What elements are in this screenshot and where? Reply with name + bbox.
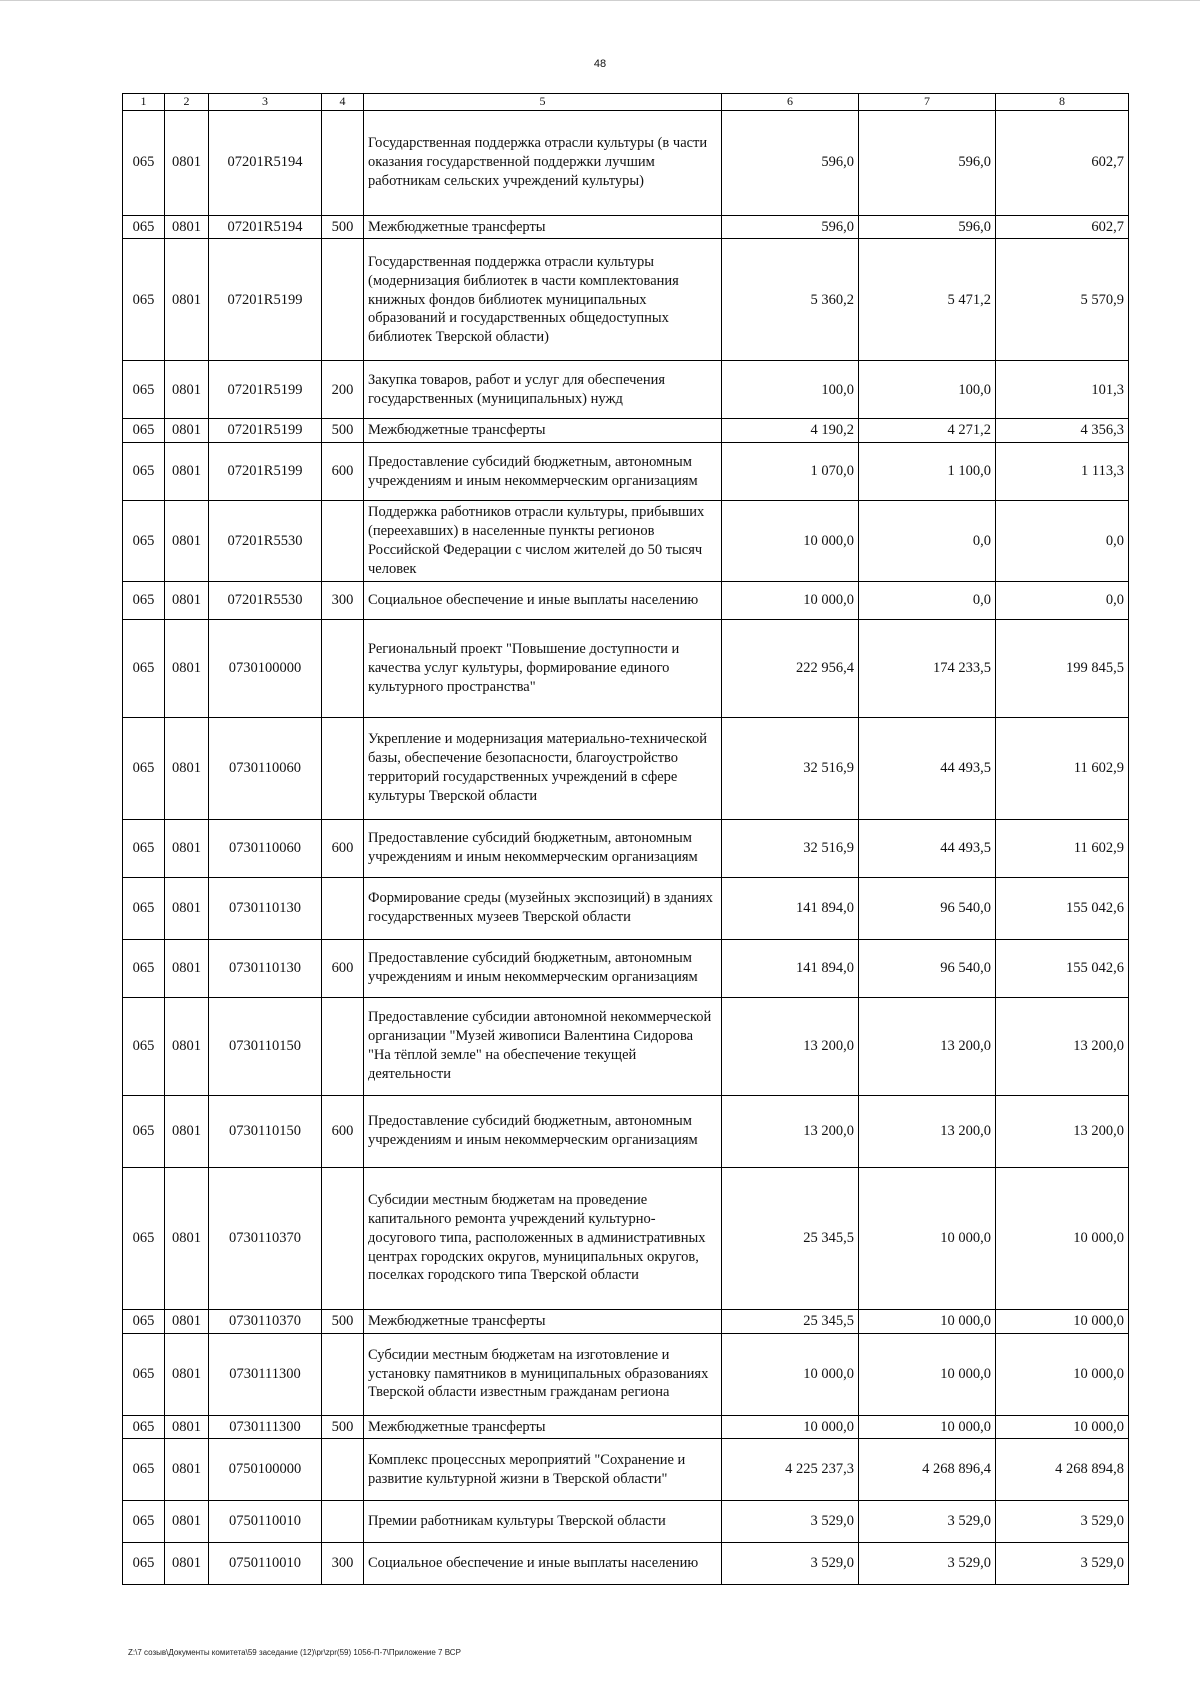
cell-section-code: 0801 [165, 877, 209, 939]
table-row [123, 419, 1129, 443]
cell-amount-col6: 5 360,2 [722, 239, 859, 361]
cell-amount-col8: 3 529,0 [996, 1543, 1129, 1585]
cell-description: Премии работникам культуры Тверской области [364, 1501, 722, 1543]
cell-expense-type [322, 717, 364, 819]
cell-expense-type [322, 1333, 364, 1415]
cell-ministry-code: 065 [123, 110, 165, 215]
cell-section-code: 0801 [165, 1333, 209, 1415]
cell-target-article: 0730110060 [209, 717, 322, 819]
cell-amount-col6: 222 956,4 [722, 619, 859, 717]
cell-amount-col8: 602,7 [996, 215, 1129, 239]
table-row [123, 819, 1129, 877]
cell-description: Предоставление субсидий бюджетным, автономным учреждениям и иным некоммерческим организациям [364, 443, 722, 501]
cell-amount-col6: 32 516,9 [722, 717, 859, 819]
cell-ministry-code: 065 [123, 1095, 165, 1167]
cell-target-article: 0730110150 [209, 1095, 322, 1167]
cell-description: Региональный проект "Повышение доступности и качества услуг культуры, формирование единого культурного пространства" [364, 619, 722, 717]
cell-target-article: 07201R5199 [209, 239, 322, 361]
cell-description: Межбюджетные трансферты [364, 419, 722, 443]
table-row [123, 1167, 1129, 1309]
table-row [123, 1501, 1129, 1543]
cell-expense-type [322, 1439, 364, 1501]
table-row [123, 877, 1129, 939]
cell-expense-type: 200 [322, 361, 364, 419]
cell-target-article: 0750110010 [209, 1501, 322, 1543]
table-row [123, 581, 1129, 619]
cell-amount-col7: 100,0 [859, 361, 996, 419]
cell-description: Закупка товаров, работ и услуг для обеспечения государственных (муниципальных) нужд [364, 361, 722, 419]
cell-expense-type: 300 [322, 581, 364, 619]
page-number: 48 [593, 58, 607, 70]
table-row [123, 110, 1129, 215]
cell-amount-col8: 11 602,9 [996, 819, 1129, 877]
cell-target-article: 0730110150 [209, 997, 322, 1095]
cell-expense-type: 500 [322, 215, 364, 239]
cell-expense-type: 500 [322, 419, 364, 443]
cell-amount-col7: 10 000,0 [859, 1415, 996, 1439]
cell-amount-col7: 13 200,0 [859, 997, 996, 1095]
cell-section-code: 0801 [165, 619, 209, 717]
cell-description: Предоставление субсидий бюджетным, автономным учреждениям и иным некоммерческим организациям [364, 939, 722, 997]
cell-ministry-code: 065 [123, 419, 165, 443]
cell-section-code: 0801 [165, 419, 209, 443]
cell-description: Государственная поддержка отрасли культуры (в части оказания государственной поддержки лучшим работникам сельских учреждений культуры) [364, 110, 722, 215]
cell-amount-col6: 25 345,5 [722, 1309, 859, 1333]
cell-amount-col6: 10 000,0 [722, 501, 859, 581]
cell-target-article: 0750110010 [209, 1543, 322, 1585]
cell-section-code: 0801 [165, 239, 209, 361]
cell-section-code: 0801 [165, 581, 209, 619]
cell-ministry-code: 065 [123, 501, 165, 581]
cell-section-code: 0801 [165, 110, 209, 215]
cell-expense-type [322, 501, 364, 581]
table-row [123, 443, 1129, 501]
cell-description: Социальное обеспечение и иные выплаты населению [364, 581, 722, 619]
cell-ministry-code: 065 [123, 1333, 165, 1415]
column-header: 4 [322, 94, 364, 111]
cell-amount-col6: 1 070,0 [722, 443, 859, 501]
cell-section-code: 0801 [165, 1501, 209, 1543]
table-row [123, 1309, 1129, 1333]
cell-amount-col7: 596,0 [859, 215, 996, 239]
cell-description: Укрепление и модернизация материально-технической базы, обеспечение безопасности, благоустройство территорий государственных учреждений в сфере культуры Тверской области [364, 717, 722, 819]
cell-amount-col8: 4 268 894,8 [996, 1439, 1129, 1501]
cell-target-article: 0730110060 [209, 819, 322, 877]
table-row [123, 239, 1129, 361]
cell-amount-col8: 11 602,9 [996, 717, 1129, 819]
cell-target-article: 0750100000 [209, 1439, 322, 1501]
cell-description: Социальное обеспечение и иные выплаты населению [364, 1543, 722, 1585]
cell-ministry-code: 065 [123, 1439, 165, 1501]
cell-description: Поддержка работников отрасли культуры, прибывших (переехавших) в населенные пункты регионов Российской Федерации с числом жителей до 50 тысяч человек [364, 501, 722, 581]
cell-ministry-code: 065 [123, 1543, 165, 1585]
cell-amount-col8: 101,3 [996, 361, 1129, 419]
cell-amount-col6: 13 200,0 [722, 1095, 859, 1167]
cell-section-code: 0801 [165, 1095, 209, 1167]
cell-target-article: 07201R5194 [209, 110, 322, 215]
table-row [123, 501, 1129, 581]
cell-amount-col6: 13 200,0 [722, 997, 859, 1095]
cell-expense-type: 600 [322, 443, 364, 501]
cell-target-article: 0730110370 [209, 1167, 322, 1309]
cell-amount-col8: 155 042,6 [996, 877, 1129, 939]
cell-target-article: 07201R5530 [209, 581, 322, 619]
cell-description: Субсидии местным бюджетам на проведение капитального ремонта учреждений культурно-досугового типа, расположенных в административных центрах городских округов, муниципальных округов, поселках городского типа Тверской области [364, 1167, 722, 1309]
budget-table [122, 93, 1129, 1585]
column-header: 1 [123, 94, 165, 111]
table-row [123, 1333, 1129, 1415]
cell-amount-col8: 199 845,5 [996, 619, 1129, 717]
cell-section-code: 0801 [165, 1167, 209, 1309]
cell-amount-col7: 174 233,5 [859, 619, 996, 717]
table-row [123, 997, 1129, 1095]
cell-amount-col6: 25 345,5 [722, 1167, 859, 1309]
cell-amount-col6: 596,0 [722, 215, 859, 239]
cell-amount-col8: 5 570,9 [996, 239, 1129, 361]
cell-ministry-code: 065 [123, 1309, 165, 1333]
cell-amount-col7: 5 471,2 [859, 239, 996, 361]
cell-expense-type: 500 [322, 1415, 364, 1439]
table-row [123, 1439, 1129, 1501]
cell-amount-col6: 100,0 [722, 361, 859, 419]
cell-amount-col8: 10 000,0 [996, 1309, 1129, 1333]
cell-section-code: 0801 [165, 1309, 209, 1333]
table-row [123, 1543, 1129, 1585]
cell-target-article: 0730110130 [209, 939, 322, 997]
cell-ministry-code: 065 [123, 443, 165, 501]
cell-amount-col6: 32 516,9 [722, 819, 859, 877]
cell-ministry-code: 065 [123, 1415, 165, 1439]
cell-expense-type: 300 [322, 1543, 364, 1585]
cell-amount-col6: 10 000,0 [722, 1415, 859, 1439]
cell-amount-col8: 602,7 [996, 110, 1129, 215]
table-row [123, 215, 1129, 239]
cell-expense-type [322, 877, 364, 939]
cell-target-article: 07201R5194 [209, 215, 322, 239]
cell-amount-col6: 141 894,0 [722, 939, 859, 997]
cell-section-code: 0801 [165, 997, 209, 1095]
cell-amount-col7: 596,0 [859, 110, 996, 215]
table-row [123, 717, 1129, 819]
table-row [123, 1415, 1129, 1439]
cell-amount-col8: 13 200,0 [996, 997, 1129, 1095]
cell-description: Межбюджетные трансферты [364, 215, 722, 239]
cell-target-article: 0730100000 [209, 619, 322, 717]
cell-amount-col7: 3 529,0 [859, 1543, 996, 1585]
cell-target-article: 07201R5199 [209, 361, 322, 419]
cell-amount-col7: 0,0 [859, 581, 996, 619]
cell-description: Предоставление субсидии автономной некоммерческой организации "Музей живописи Валентина Сидорова "На тёплой земле" на обеспечение текущей деятельности [364, 997, 722, 1095]
cell-expense-type: 500 [322, 1309, 364, 1333]
cell-description: Субсидии местным бюджетам на изготовление и установку памятников в муниципальных образованиях Тверской области известным гражданам региона [364, 1333, 722, 1415]
table-row [123, 619, 1129, 717]
column-header: 7 [859, 94, 996, 111]
cell-ministry-code: 065 [123, 239, 165, 361]
cell-target-article: 07201R5199 [209, 419, 322, 443]
cell-section-code: 0801 [165, 1439, 209, 1501]
cell-amount-col7: 10 000,0 [859, 1167, 996, 1309]
cell-section-code: 0801 [165, 1415, 209, 1439]
cell-expense-type: 600 [322, 819, 364, 877]
cell-section-code: 0801 [165, 501, 209, 581]
cell-description: Межбюджетные трансферты [364, 1309, 722, 1333]
cell-amount-col8: 10 000,0 [996, 1333, 1129, 1415]
cell-amount-col8: 0,0 [996, 581, 1129, 619]
cell-target-article: 07201R5199 [209, 443, 322, 501]
cell-ministry-code: 065 [123, 819, 165, 877]
cell-section-code: 0801 [165, 819, 209, 877]
cell-amount-col6: 141 894,0 [722, 877, 859, 939]
cell-ministry-code: 065 [123, 619, 165, 717]
cell-expense-type: 600 [322, 939, 364, 997]
column-header: 5 [364, 94, 722, 111]
cell-ministry-code: 065 [123, 361, 165, 419]
cell-amount-col7: 4 271,2 [859, 419, 996, 443]
cell-section-code: 0801 [165, 443, 209, 501]
cell-target-article: 0730111300 [209, 1333, 322, 1415]
cell-amount-col6: 596,0 [722, 110, 859, 215]
cell-amount-col7: 44 493,5 [859, 819, 996, 877]
cell-section-code: 0801 [165, 717, 209, 819]
cell-section-code: 0801 [165, 361, 209, 419]
footer-file-path: Z:\7 созыв\Документы комитета\59 заседание (12)\pr\zpr(59) 1056-П-7\Приложение 7 ВСР [128, 1648, 461, 1657]
column-header: 2 [165, 94, 209, 111]
cell-target-article: 0730111300 [209, 1415, 322, 1439]
table-row [123, 939, 1129, 997]
cell-amount-col7: 96 540,0 [859, 939, 996, 997]
cell-description: Комплекс процессных мероприятий "Сохранение и развитие культурной жизни в Тверской области" [364, 1439, 722, 1501]
table-row [123, 361, 1129, 419]
cell-amount-col7: 10 000,0 [859, 1309, 996, 1333]
cell-expense-type [322, 997, 364, 1095]
cell-target-article: 0730110130 [209, 877, 322, 939]
cell-amount-col6: 4 225 237,3 [722, 1439, 859, 1501]
cell-expense-type [322, 1501, 364, 1543]
cell-description: Предоставление субсидий бюджетным, автономным учреждениям и иным некоммерческим организациям [364, 819, 722, 877]
cell-section-code: 0801 [165, 939, 209, 997]
cell-amount-col7: 0,0 [859, 501, 996, 581]
cell-amount-col8: 4 356,3 [996, 419, 1129, 443]
cell-expense-type [322, 619, 364, 717]
cell-amount-col6: 3 529,0 [722, 1501, 859, 1543]
cell-amount-col7: 13 200,0 [859, 1095, 996, 1167]
cell-ministry-code: 065 [123, 717, 165, 819]
cell-amount-col7: 96 540,0 [859, 877, 996, 939]
column-header: 6 [722, 94, 859, 111]
cell-expense-type: 600 [322, 1095, 364, 1167]
cell-section-code: 0801 [165, 1543, 209, 1585]
cell-amount-col7: 44 493,5 [859, 717, 996, 819]
cell-amount-col8: 10 000,0 [996, 1167, 1129, 1309]
cell-amount-col7: 10 000,0 [859, 1333, 996, 1415]
cell-amount-col8: 10 000,0 [996, 1415, 1129, 1439]
cell-section-code: 0801 [165, 215, 209, 239]
cell-amount-col7: 1 100,0 [859, 443, 996, 501]
cell-amount-col8: 155 042,6 [996, 939, 1129, 997]
cell-ministry-code: 065 [123, 1167, 165, 1309]
cell-expense-type [322, 1167, 364, 1309]
cell-amount-col7: 4 268 896,4 [859, 1439, 996, 1501]
cell-description: Предоставление субсидий бюджетным, автономным учреждениям и иным некоммерческим организациям [364, 1095, 722, 1167]
cell-ministry-code: 065 [123, 581, 165, 619]
cell-target-article: 0730110370 [209, 1309, 322, 1333]
cell-amount-col8: 3 529,0 [996, 1501, 1129, 1543]
cell-amount-col8: 0,0 [996, 501, 1129, 581]
cell-ministry-code: 065 [123, 877, 165, 939]
cell-ministry-code: 065 [123, 939, 165, 997]
cell-ministry-code: 065 [123, 997, 165, 1095]
cell-expense-type [322, 110, 364, 215]
column-header: 8 [996, 94, 1129, 111]
cell-amount-col6: 3 529,0 [722, 1543, 859, 1585]
cell-description: Формирование среды (музейных экспозиций) в зданиях государственных музеев Тверской области [364, 877, 722, 939]
cell-description: Межбюджетные трансферты [364, 1415, 722, 1439]
cell-amount-col6: 10 000,0 [722, 1333, 859, 1415]
cell-amount-col6: 4 190,2 [722, 419, 859, 443]
column-header: 3 [209, 94, 322, 111]
cell-target-article: 07201R5530 [209, 501, 322, 581]
cell-expense-type [322, 239, 364, 361]
table-header-row [123, 94, 1129, 111]
cell-amount-col6: 10 000,0 [722, 581, 859, 619]
cell-ministry-code: 065 [123, 215, 165, 239]
cell-amount-col7: 3 529,0 [859, 1501, 996, 1543]
scan-top-edge [0, 0, 1200, 2]
cell-description: Государственная поддержка отрасли культуры (модернизация библиотек в части комплектования книжных фондов библиотек муниципальных образований и государственных общедоступных библиотек Тверской области) [364, 239, 722, 361]
cell-amount-col8: 13 200,0 [996, 1095, 1129, 1167]
cell-amount-col8: 1 113,3 [996, 443, 1129, 501]
cell-ministry-code: 065 [123, 1501, 165, 1543]
table-row [123, 1095, 1129, 1167]
